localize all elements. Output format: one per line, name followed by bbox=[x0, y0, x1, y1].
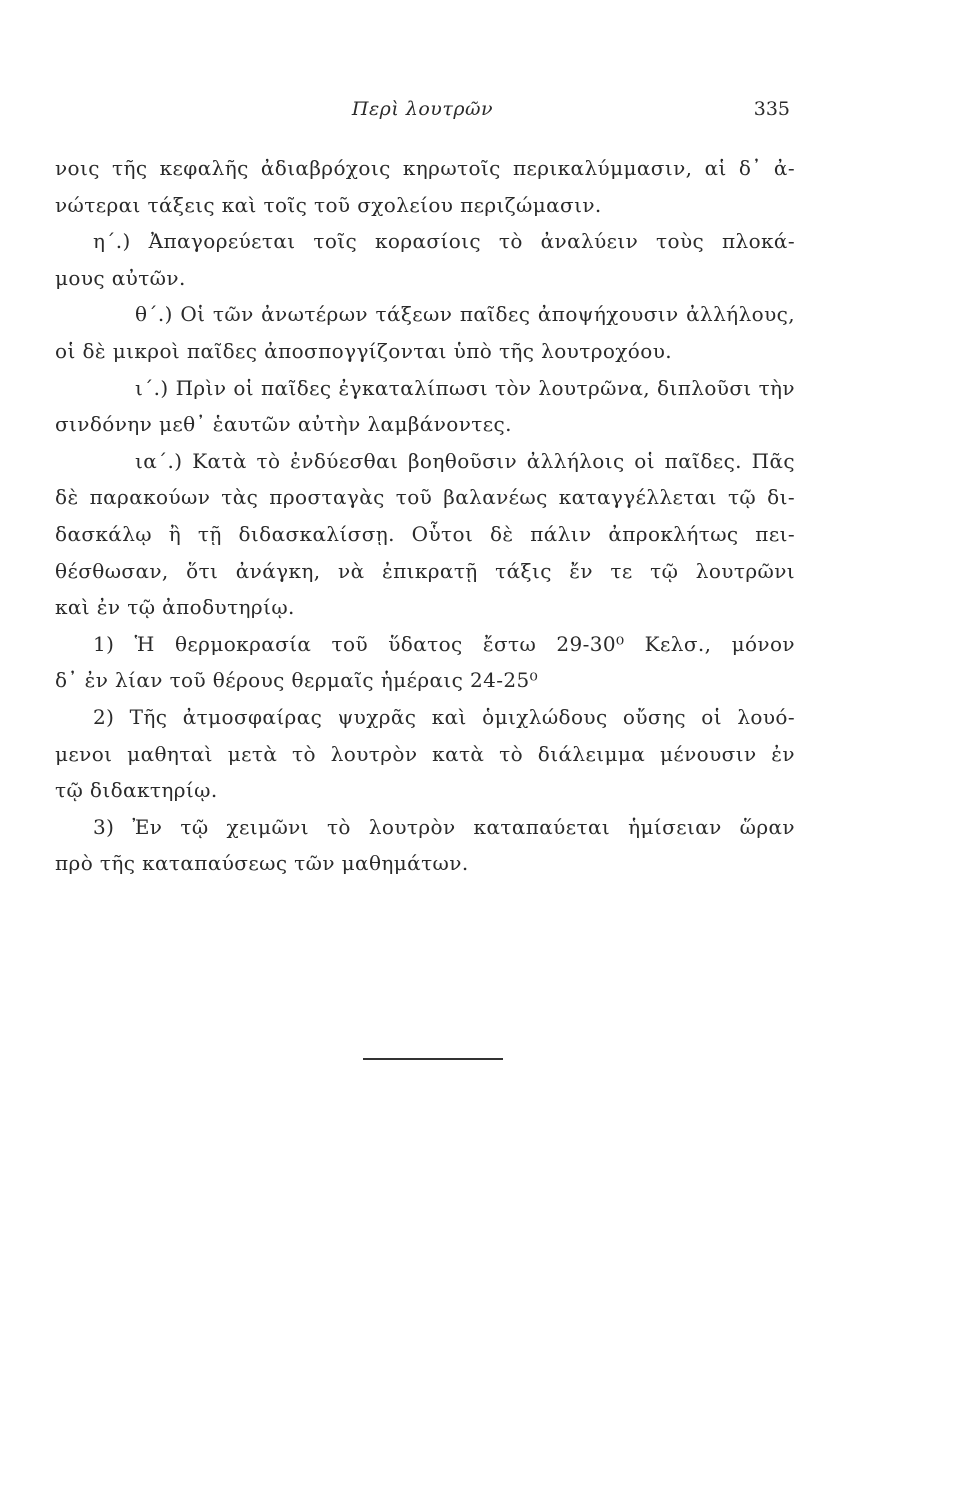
body-text bbox=[55, 150, 795, 882]
text-line: ια΄.) Κατὰ τὸ ἐνδύεσθαι βοηθοῦσιν ἀλλήλοις οἱ παῖδες. Πᾶς bbox=[135, 448, 795, 473]
text-line: δὲ παρακούων τὰς προσταγὰς τοῦ βαλανέως καταγγέλλεται τῷ δι- bbox=[55, 485, 795, 510]
text-line: καὶ ἐν τῷ ἀποδυτηρίῳ. bbox=[55, 595, 295, 620]
text-line: δασκάλῳ ἢ τῇ διδασκαλίσσῃ. Οὗτοι δὲ πάλιν ἀπροκλήτως πει- bbox=[55, 521, 795, 546]
text-line: η΄.) Ἀπαγορεύεται τοῖς κορασίοις τὸ ἀναλύειν τοὺς πλοκά- bbox=[93, 229, 795, 254]
running-head bbox=[55, 98, 790, 128]
text-line: νοις τῆς κεφαλῆς ἀδιαβρόχοις κηρωτοῖς περικαλύμμασιν, αἱ δ᾽ ἀ- bbox=[55, 156, 795, 180]
text-line: μενοι μαθηταὶ μετὰ τὸ λουτρὸν κατὰ τὸ διάλειμμα μένουσιν ἐν bbox=[55, 741, 795, 766]
text-line: πρὸ τῆς καταπαύσεως τῶν μαθημάτων. bbox=[55, 851, 469, 876]
page-number: 335 bbox=[753, 98, 790, 120]
text-line: ι΄.) Πρὶν οἱ παῖδες ἐγκαταλίπωσι τὸν λουτρῶνα, διπλοῦσι τὴν bbox=[135, 375, 795, 400]
end-rule bbox=[363, 1058, 503, 1060]
running-title: Περὶ λουτρῶν bbox=[351, 98, 494, 120]
text-line: νώτεραι τάξεις καὶ τοῖς τοῦ σχολείου περιζώμασιν. bbox=[55, 192, 602, 217]
text-line: οἱ δὲ μικροὶ παῖδες ἀποσπογγίζονται ὑπὸ τῆς λουτροχόου. bbox=[55, 338, 673, 363]
text-line: δ᾽ ἐν λίαν τοῦ θέρους θερμαῖς ἡμέραις 24-25⁰ bbox=[55, 668, 539, 693]
text-line: θ΄.) Οἱ τῶν ἀνωτέρων τάξεων παῖδες ἀποψήχουσιν ἀλλήλους, bbox=[135, 302, 795, 327]
text-line: θέσθωσαν, ὅτι ἀνάγκη, νὰ ἐπικρατῇ τάξις ἔν τε τῷ λουτρῶνι bbox=[55, 558, 795, 583]
text-line: 1) Ἡ θερμοκρασία τοῦ ὕδατος ἔστω 29-30⁰ Κελσ., μόνον bbox=[93, 631, 795, 656]
text-line: 2) Τῆς ἀτμοσφαίρας ψυχρᾶς καὶ ὁμιχλώδους οὔσης οἱ λουό- bbox=[93, 704, 795, 729]
text-line: τῷ διδακτηρίῳ. bbox=[55, 778, 218, 803]
text-line: μους αὐτῶν. bbox=[55, 265, 186, 290]
text-line: σινδόνην μεθ᾽ ἑαυτῶν αὐτὴν λαμβάνοντες. bbox=[55, 412, 512, 437]
text-line: 3) Ἐν τῷ χειμῶνι τὸ λουτρὸν καταπαύεται ἡμίσειαν ὥραν bbox=[93, 814, 795, 839]
